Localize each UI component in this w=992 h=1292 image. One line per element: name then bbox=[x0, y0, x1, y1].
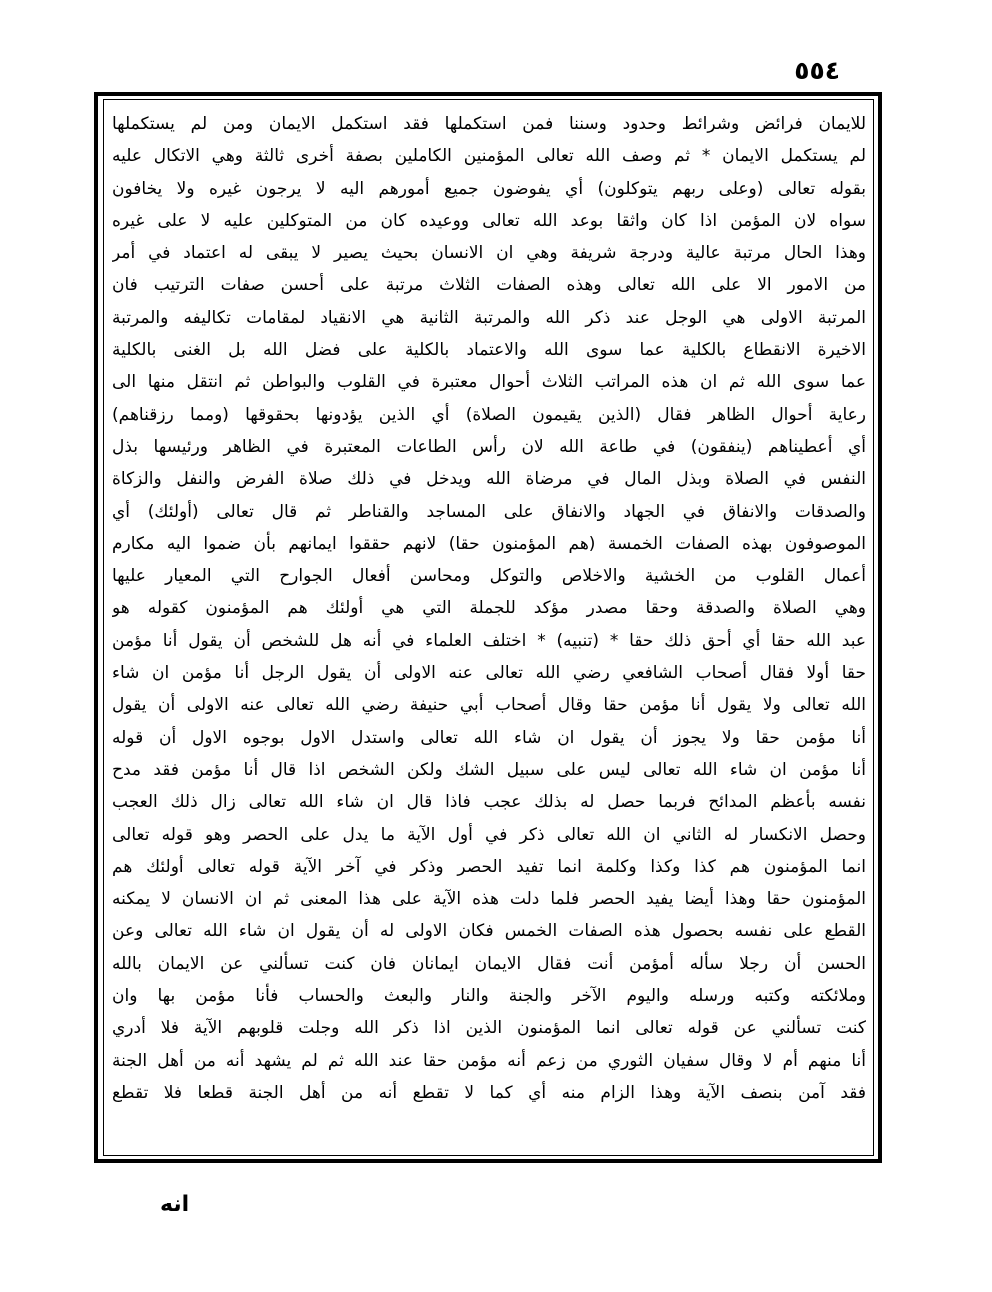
text-line: لم يستكمل الايمان * ثم وصف الله تعالى المؤمنين الكاملين بصفة أخرى ثالثة وهي الاتكال عليه bbox=[112, 146, 866, 167]
text-line: للايمان فرائض وشرائط وحدود وسننا فمن استكملها فقد استكمل الايمان ومن لم يستكملها bbox=[112, 114, 866, 134]
text-line: نفسه بأعظم المدائح فربما حصل له بذلك عجب فاذا قال ان شاء الله تعالى زال ذلك العجب bbox=[112, 792, 866, 813]
catchword: انه bbox=[160, 1192, 190, 1217]
text-line: أعمال القلوب من الخشية والاخلاص والتوكل ومحاسن أفعال الجوارح التي المعيار عليها bbox=[112, 566, 866, 587]
text-line: المؤمنون حقا وهذا أيضا يفيد الحصر فلما دلت هذه الآية على هذا المعنى ثم ان الانسان لا يمكنه bbox=[112, 889, 866, 910]
text-line: المرتبة الاولى هي الوجل عند ذكر الله والمرتبة الثانية هي الانقياد لمقامات تكاليفه والمرتبة bbox=[112, 307, 866, 328]
text-line: أنا منهم أم لا وقال سفيان الثوري من زعم أنه مؤمن حقا عند الله ثم لم يشهد أنه من أهل الجنة bbox=[112, 1050, 866, 1071]
text-line: أنا مؤمن حقا ولا يجوز أن يقول ان شاء الله تعالى واستدل الاول بوجوه الاول أن قوله bbox=[112, 727, 866, 748]
text-line: فقد آمن بنصف الآية وهذا الزام منه أي كما لا تقطع أنه من أهل الجنة قطعا فلا تقطع bbox=[112, 1082, 866, 1103]
page-number: ٥٥٤ bbox=[794, 56, 840, 85]
text-line: رعاية أحوال الظاهر فقال (الذين يقيمون الصلاة) أي الذين يؤدونها بحقوقها (ومما رزقناهم) bbox=[112, 404, 866, 425]
text-line: حقا أولا فقال أصحاب الشافعي رضي الله تعالى عنه الاولى أن يقول الرجل أنا مؤمن ان شاء bbox=[112, 663, 866, 684]
text-line: بقوله تعالى (وعلى ربهم يتوكلون) أي يفوضون جميع أمورهم اليه لا يرجون غيره ولا يخافون bbox=[112, 178, 866, 199]
text-line: وهي الصلاة والصدقة وحقا مصدر مؤكد للجملة التي هي أولئك هم المؤمنون كقوله هو bbox=[112, 598, 866, 619]
text-line: وحصل الانكسار له الثاني ان الله تعالى ذكر في أول الآية ما يدل على الحصر وهو قوله تعالى bbox=[112, 824, 866, 845]
text-line: الموصوفون بهذه الصفات الخمسة (هم المؤمنون حقا) لانهم حققوا ايمانهم بأن ضموا اليه مكارم bbox=[112, 533, 866, 554]
text-line: أي أعطيناهم (ينفقون) في طاعة الله لان رأس الطاعات المعتبرة في الظاهر ورئيسها بذل bbox=[112, 436, 866, 457]
text-line: الحسن أن رجلا سأله أمؤمن أنت فقال الايمان ايمانان فان كنت تسألني عن الايمان بالله bbox=[112, 953, 866, 974]
text-line: الله تعالى ولا يقول أنا مؤمن حقا وقال أصحاب أبي حنيفة رضي الله تعالى عنه الاولى أن يقول bbox=[112, 695, 866, 716]
text-line: عبد الله حقا أي أحق ذلك حقا * (تنبيه) * اختلف العلماء في أنه هل للشخص أن يقول أنا مؤمن bbox=[112, 630, 866, 651]
text-line: أنا مؤمن ان شاء الله تعالى ليس على سبيل الشك ولكن الشخص اذا قال أنا مؤمن فقد مدح bbox=[112, 759, 866, 780]
text-line: سواه لان المؤمن اذا كان واثقا بوعد الله تعالى ووعيده كان من المتوكلين عليه لا على غيره bbox=[112, 210, 866, 231]
text-line: كنت تسألني عن قوله تعالى انما المؤمنون الذين اذا ذكر الله وجلت قلوبهم الآية فلا أدري bbox=[112, 1018, 866, 1039]
body-text bbox=[112, 108, 866, 1109]
text-line: انما المؤمنون هم كذا وكذا وكلمة انما تفيد الحصر وذكر في آخر الآية قوله تعالى أولئك هم bbox=[112, 856, 866, 877]
text-line: القطع على نفسه بحصول هذه الصفات الخمس فكان الاولى له أن يقول ان شاء الله تعالى وعن bbox=[112, 921, 866, 942]
text-line: الاخيرة الانقطاع بالكلية عما سوى الله والاعتماد بالكلية على فضل الله بل الغنى بالكلية bbox=[112, 340, 866, 361]
text-line: عما سوى الله ثم ان هذه المراتب الثلاث أحوال معتبرة في القلوب والبواطن ثم انتقل منها الى bbox=[112, 372, 866, 393]
text-line: من الامور الا على الله تعالى وهذه الصفات الثلاث مرتبة على أحسن صفات الترتيب فان bbox=[112, 275, 866, 296]
text-line: النفس في الصلاة وبذل المال في مرضاة الله ويدخل في ذلك صلاة الفرض والنفل والزكاة bbox=[112, 469, 866, 490]
text-line: والصدقات والانفاق في الجهاد والانفاق على المساجد والقناطر ثم قال تعالى (أولئك) أي bbox=[112, 501, 866, 522]
text-line: وملائكته وكتبه ورسله واليوم الآخر والجنة والنار والبعث والحساب فأنا مؤمن بها وان bbox=[112, 986, 866, 1007]
text-line: وهذا الحال مرتبة عالية ودرجة شريفة وهي ان الانسان بحيث يصير لا يبقى له اعتماد في أمر bbox=[112, 243, 866, 264]
